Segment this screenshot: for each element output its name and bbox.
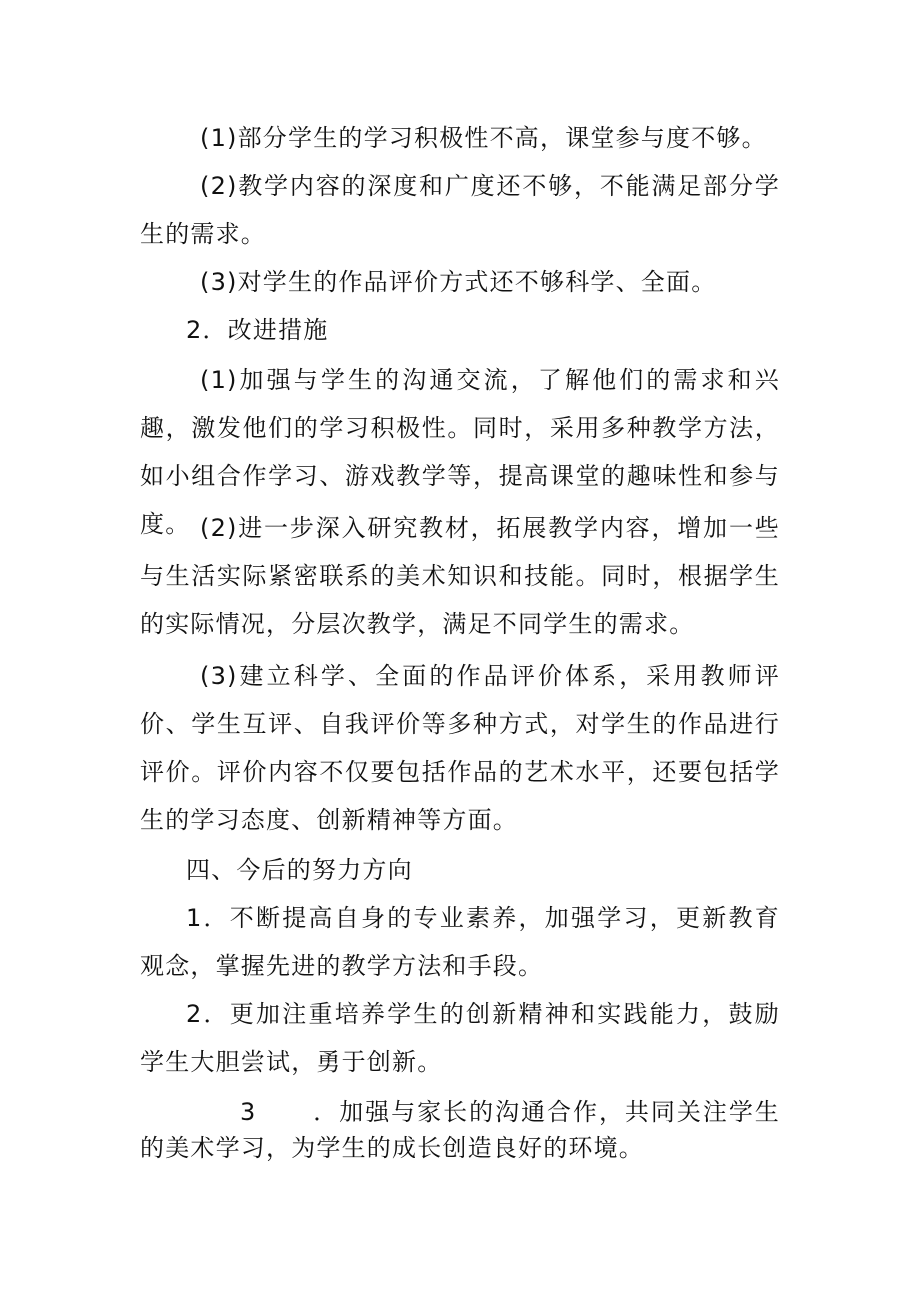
paragraph-future-1: 1．不断提高自身的专业素养，加强学习，更新教育观念，掌握先进的教学方法和手段。 xyxy=(140,904,780,980)
paragraph-measure-1: (1)加强与学生的沟通交流，了解他们的需求和兴趣，激发他们的学习积极性。同时，采用多种教学方法，如小组合作学习、游戏教学等，提高课堂的趣味性和参与度。 xyxy=(140,366,780,538)
paragraph-future-3 xyxy=(140,1094,780,1166)
section-heading-future: 四、今后的努力方向 xyxy=(186,856,413,884)
paragraph-problem-2: (2)教学内容的深度和广度还不够，不能满足部分学生的需求。 xyxy=(140,172,780,248)
list-number: 3 xyxy=(240,1098,257,1126)
paragraph-problem-3: (3)对学生的作品评价方式还不够科学、全面。 xyxy=(200,268,717,296)
section-heading-improvement: 2．改进措施 xyxy=(186,316,329,344)
paragraph-measure-2: (2)进一步深入研究教材，拓展教学内容，增加一些与生活实际紧密联系的美术知识和技能。同时，根据学生的实际情况，分层次教学，满足不同学生的需求。 xyxy=(140,514,780,638)
paragraph-problem-1: (1)部分学生的学习积极性不高，课堂参与度不够。 xyxy=(200,124,767,152)
paragraph-future-2: 2．更加注重培养学生的创新精神和实践能力，鼓励学生大胆尝试，勇于创新。 xyxy=(140,1000,780,1076)
paragraph-future-3-text: ．加强与家长的沟通合作，共同关注学生的美术学习，为学生的成长创造良好的环境。 xyxy=(140,1098,780,1162)
paragraph-measure-3: (3)建立科学、全面的作品评价体系，采用教师评价、学生互评、自我评价等多种方式，对学生的作品进行评价。评价内容不仅要包括作品的艺术水平，还要包括学生的学习态度、创新精神等方面。 xyxy=(140,662,780,834)
